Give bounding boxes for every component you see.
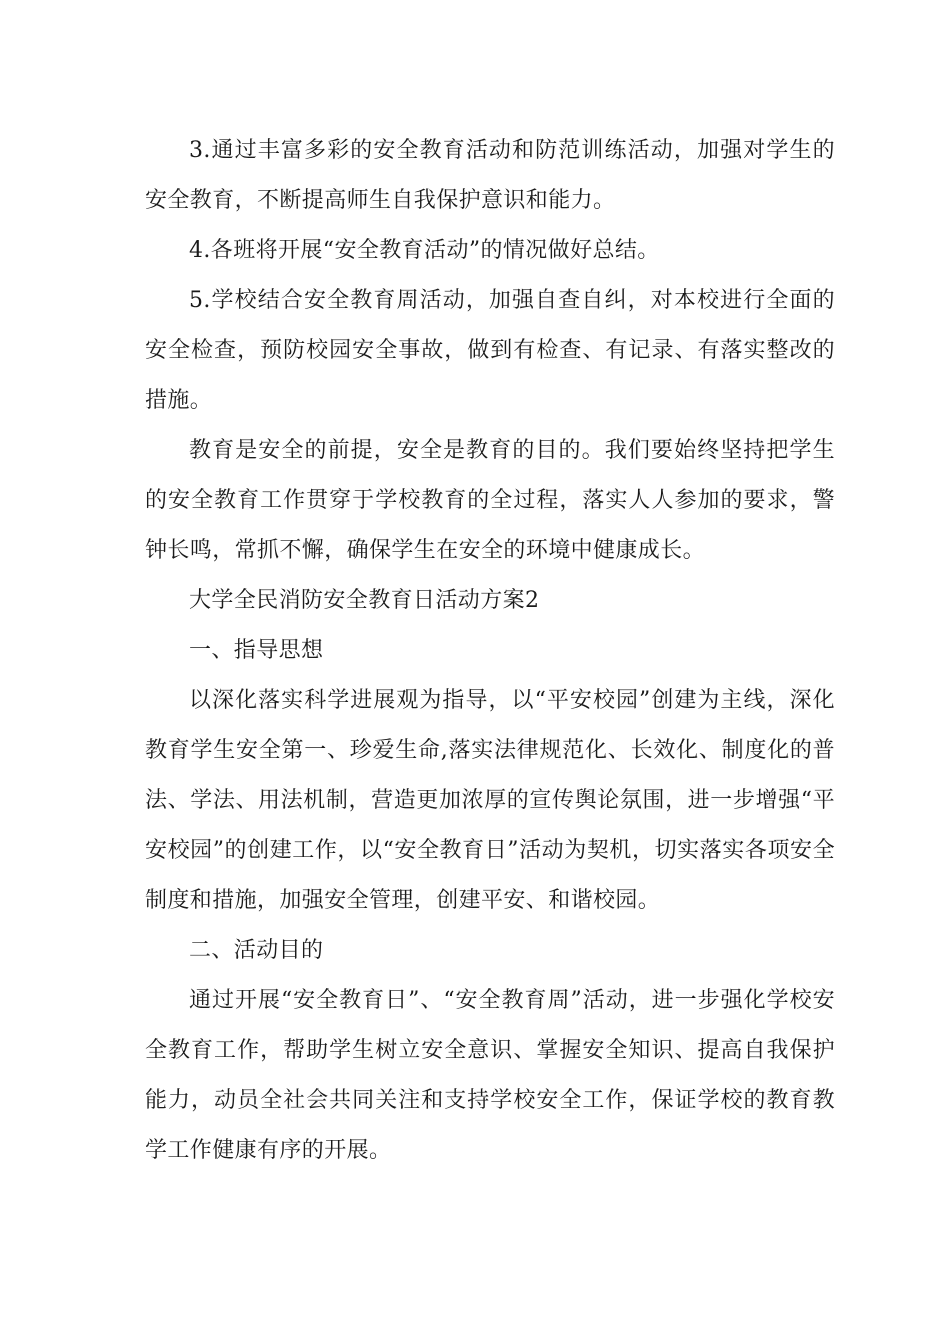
heading-guiding-thought: 一、指导思想 [189,638,324,663]
paragraph-item-3: 3.通过丰富多彩的安全教育活动和防范训练活动，加强对学生的安全教育，不断提高师生自我保护意识和能力。 [145,138,835,213]
paragraph-item-4: 4.各班将开展“安全教育活动”的情况做好总结。 [189,238,660,263]
paragraph-conclusion: 教育是安全的前提，安全是教育的目的。我们要始终坚持把学生的安全教育工作贯穿于学校教育的全过程，落实人人参加的要求，警钟长鸣，常抓不懈，确保学生在安全的环境中健康成长。 [145,438,835,563]
section-title: 大学全民消防安全教育日活动方案2 [189,588,540,613]
paragraph-item-5: 5.学校结合安全教育周活动，加强自查自纠，对本校进行全面的安全检查，预防校园安全事故，做到有检查、有记录、有落实整改的措施。 [145,288,835,413]
paragraph-activity-purpose: 通过开展“安全教育日”、“安全教育周”活动，进一步强化学校安全教育工作，帮助学生树立安全意识、掌握安全知识、提高自我保护能力，动员全社会共同关注和支持学校安全工作，保证学校的教育教学工作健康有序的开展。 [145,988,835,1163]
heading-activity-purpose: 二、活动目的 [189,938,324,963]
document-page [145,126,835,1176]
paragraph-guiding-thought: 以深化落实科学进展观为指导，以“平安校园”创建为主线，深化教育学生安全第一、珍爱生命,落实法律规范化、长效化、制度化的普法、学法、用法机制，营造更加浓厚的宣传舆论氛围，进一步增强“平安校园”的创建工作，以“安全教育日”活动为契机，切实落实各项安全制度和措施，加强安全管理，创建平安、和谐校园。 [145,688,835,913]
